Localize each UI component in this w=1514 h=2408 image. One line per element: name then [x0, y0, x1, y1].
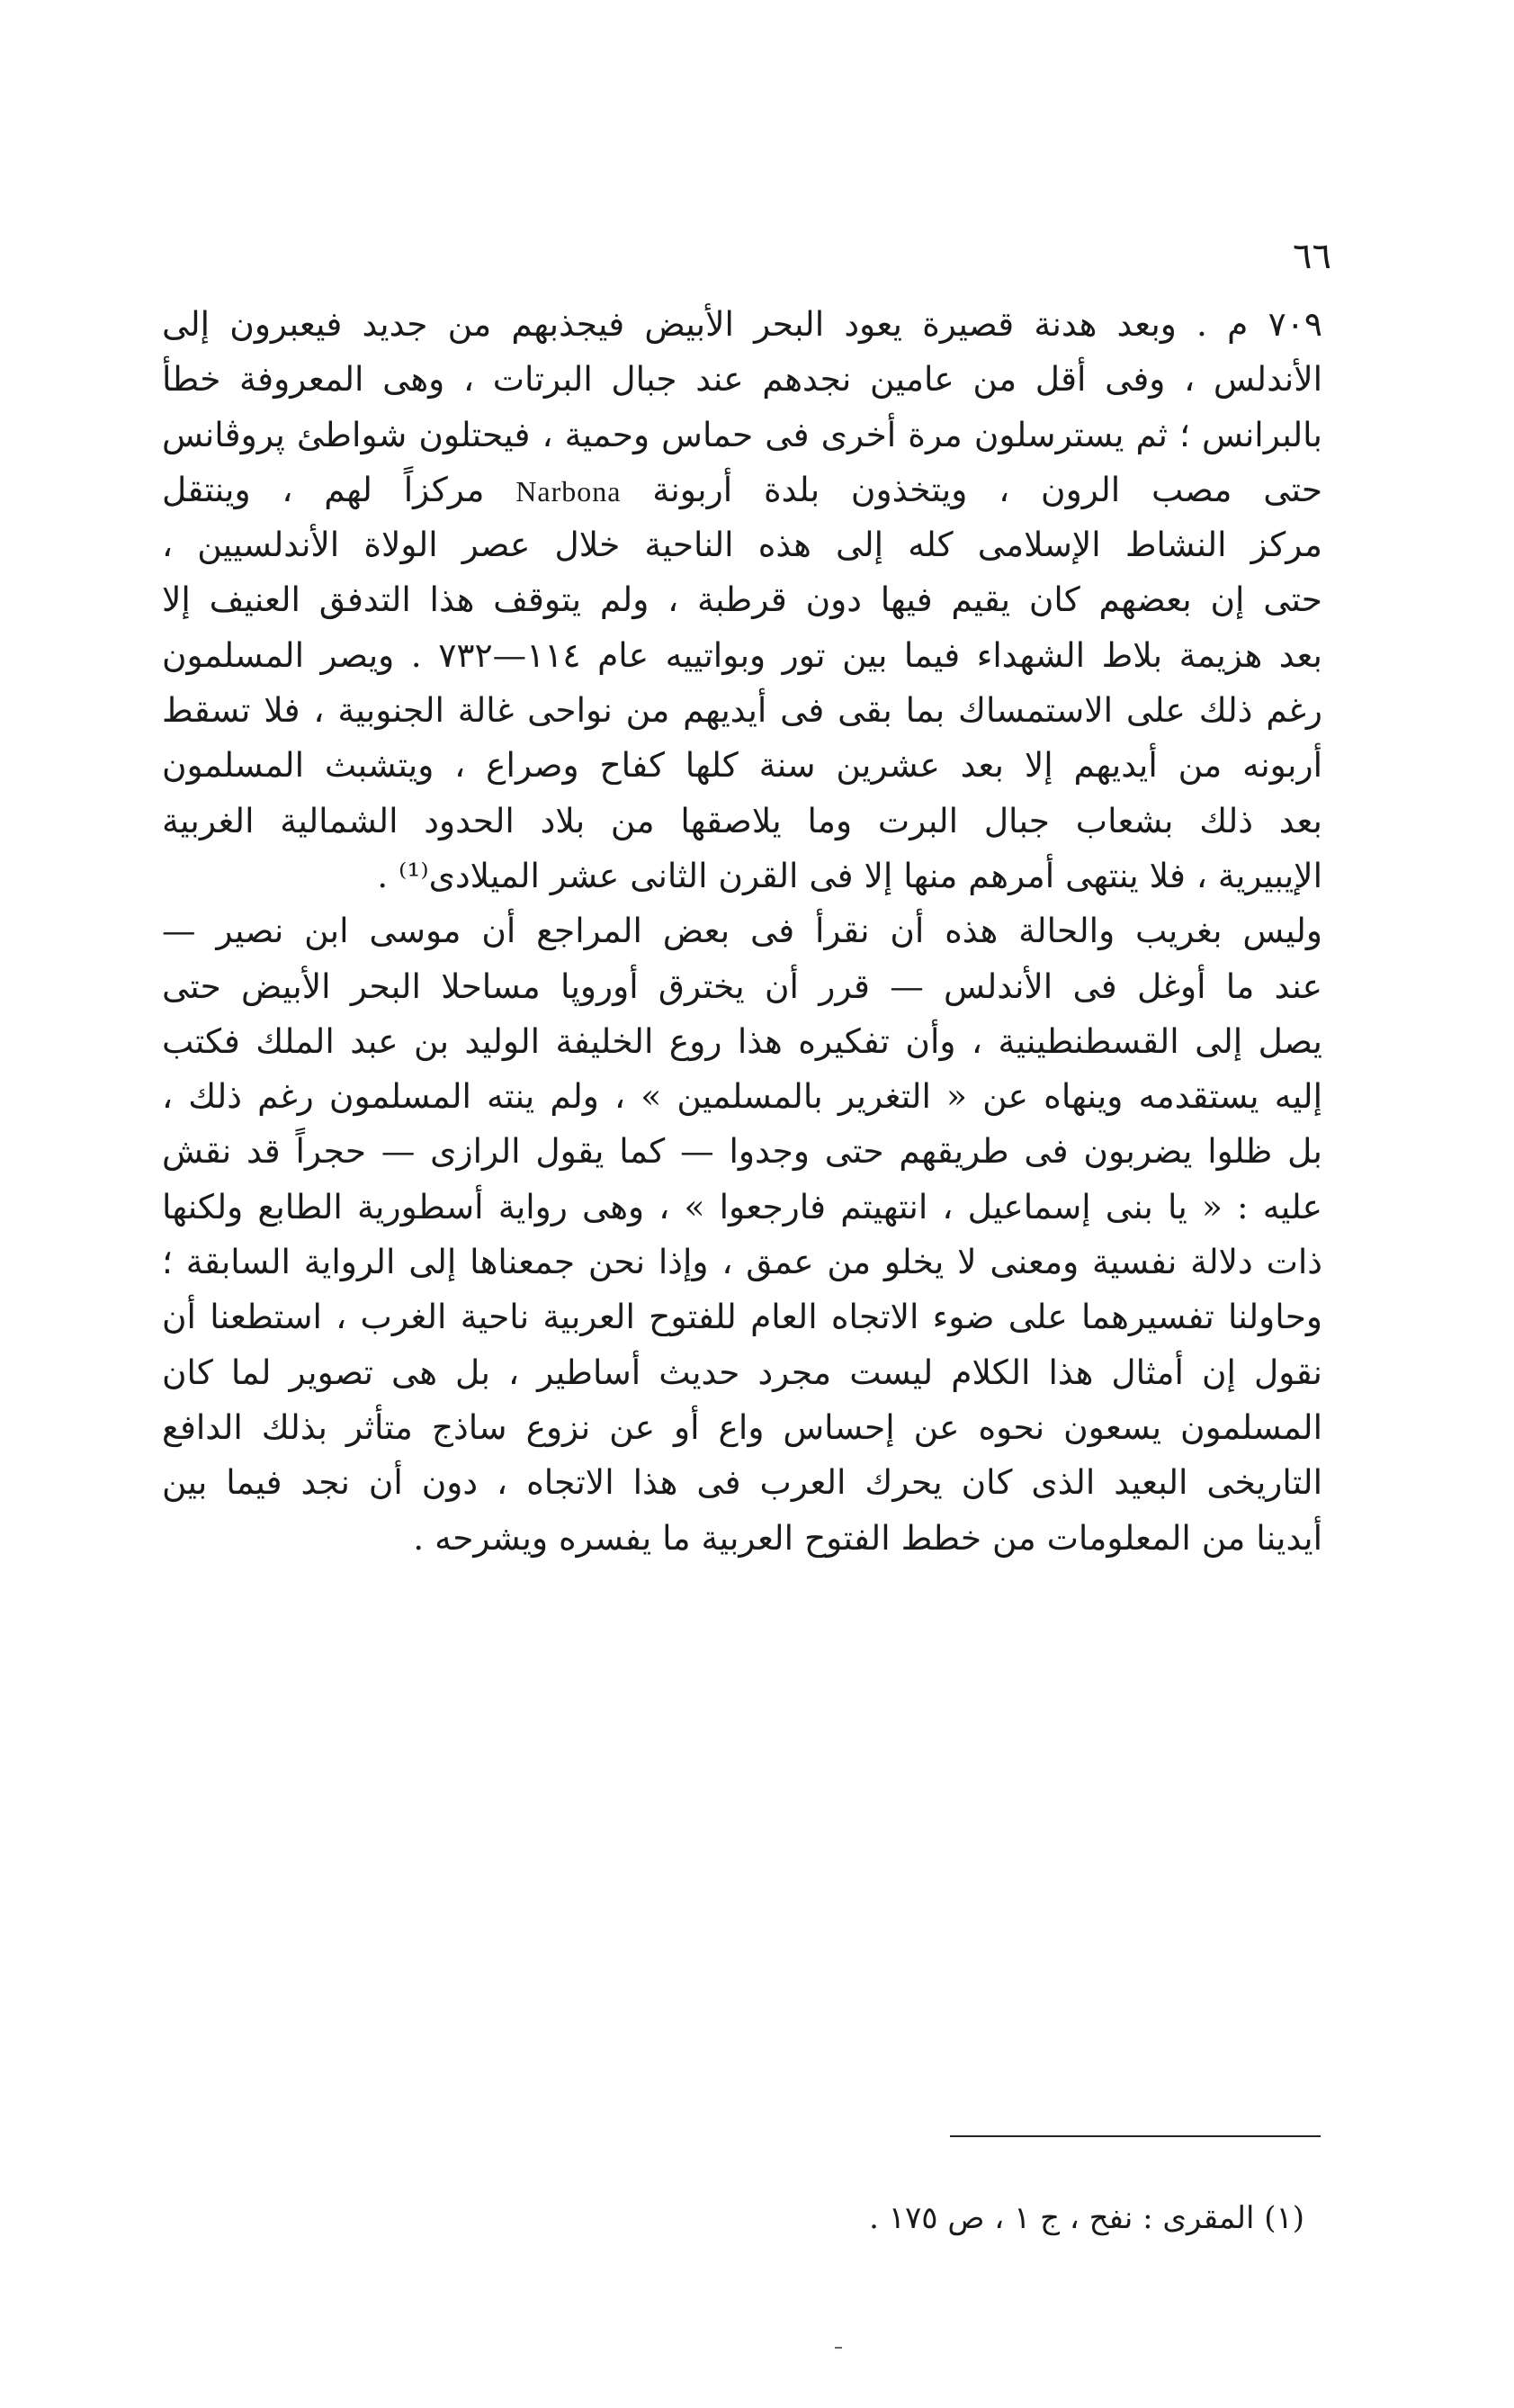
text-segment: حتى إن بعضهم كان يقيم فيها دون قرطبة ، ولم يتوقف هذا التدفق العنيف إلا: [162, 580, 1322, 620]
text-segment: التاريخى البعيد الذى كان يحرك العرب فى هذا الاتجاه ، دون أن نجد فيما بين: [162, 1462, 1322, 1503]
text-segment: بل ظلوا يضربون فى طريقهم حتى وجدوا — كما يقول الرازى — حجراً قد نقش: [162, 1131, 1322, 1172]
text-segment: وحاولنا تفسيرهما على ضوء الاتجاه العام للفتوح العربية ناحية الغرب ، استطعنا أن: [162, 1297, 1322, 1337]
text-line: [162, 683, 1322, 738]
text-line: [162, 463, 1322, 517]
text-line: [162, 1400, 1322, 1455]
text-segment: أيدينا من المعلومات من خطط الفتوح العربية ما يفسره ويشرحه .: [413, 1517, 1322, 1558]
text-line: [162, 903, 1322, 958]
text-line: [162, 1124, 1322, 1179]
text-line: [162, 1069, 1322, 1124]
text-line: [162, 517, 1322, 572]
text-segment: بعد ذلك بشعاب جبال البرت وما يلاصقها من بلاد الحدود الشمالية الغربية: [162, 800, 1322, 840]
text-line: [162, 1180, 1322, 1235]
text-line: [162, 1014, 1322, 1069]
latin-term: Narbona: [515, 474, 622, 508]
text-segment: المسلمون يسعون نحوه عن إحساس واع أو عن نزوع ساذج متأثر بذلك الدافع: [162, 1406, 1322, 1447]
text-segment: نقول إن أمثال هذا الكلام ليست مجرد حديث أساطير ، بل هى تصوير لما كان: [162, 1352, 1322, 1392]
text-segment: مركزاً لهم ، وينتقل: [162, 469, 485, 509]
text-segment: بالبرانس ؛ ثم يسترسلون مرة أخرى فى حماس وحمية ، فيحتلون شواطئ پروڤانس: [162, 414, 1322, 454]
text-segment: عند ما أوغل فى الأندلس — قرر أن يخترق أوروپا مساحلا البحر الأبيض حتى: [162, 966, 1322, 1006]
text-line: [162, 352, 1322, 407]
text-segment: رغم ذلك على الاستمساك بما بقى فى أيديهم من نواحى غالة الجنوبية ، فلا تسقط: [162, 690, 1322, 731]
page-speck: [835, 2347, 842, 2349]
text-segment: ذات دلالة نفسية ومعنى لا يخلو من عمق ، وإذا نحن جمعناها إلى الرواية السابقة ؛: [162, 1242, 1322, 1282]
text-line: [162, 1455, 1322, 1510]
text-segment: يصل إلى القسطنطينية ، وأن تفكيره هذا روع الخليفة الوليد بن عبد الملك فكتب: [162, 1020, 1322, 1061]
text-line: [162, 1345, 1322, 1400]
text-segment: مركز النشاط الإسلامى كله إلى هذه الناحية خلال عصر الولاة الأندلسيين ،: [162, 525, 1322, 565]
text-segment: الأندلس ، وفى أقل من عامين نجدهم عند جبال البرتات ، وهى المعروفة خطأ: [162, 359, 1322, 400]
text-line: [162, 794, 1322, 849]
text-segment: ٧٠٩ م . وبعد هدنة قصيرة يعود البحر الأبيض فيجذبهم من جديد فيعبرون إلى: [162, 304, 1322, 344]
text-segment: حتى مصب الرون ، ويتخذون بلدة أربونة: [652, 469, 1322, 509]
footnote: (١) المقرى : نفح ، ج ١ ، ص ١٧٥ .: [869, 2200, 1304, 2236]
text-line: [162, 1235, 1322, 1289]
text-segment: الإيبيرية ، فلا ينتهى أمرهم منها إلا فى القرن الثانى عشر الميلادى⁽¹⁾ .: [377, 855, 1322, 895]
text-line: [162, 572, 1322, 627]
text-line: [162, 849, 1322, 903]
text-line: [162, 628, 1322, 683]
text-line: [162, 1511, 1322, 1566]
text-segment: بعد هزيمة بلاط الشهداء فيما بين تور وبواتييه عام ١١٤—٧٣٢ . ويصر المسلمون: [162, 634, 1322, 675]
text-line: [162, 408, 1322, 463]
text-line: [162, 1289, 1322, 1344]
text-line: [162, 297, 1322, 352]
text-segment: عليه : « يا بنى إسماعيل ، انتهيتم فارجعوا » ، وهى رواية أسطورية الطابع ولكنها: [162, 1186, 1322, 1226]
text-segment: وليس بغريب والحالة هذه أن نقرأ فى بعض المراجع أن موسى ابن نصير —: [162, 911, 1322, 951]
text-line: [162, 959, 1322, 1014]
text-segment: أربونه من أيديهم إلا بعد عشرين سنة كلها كفاح وصراع ، ويتشبث المسلمون: [162, 745, 1322, 786]
page-number: ٦٦: [1293, 236, 1331, 277]
text-line: [162, 738, 1322, 793]
body-text: [162, 297, 1322, 1566]
text-segment: إليه يستقدمه وينهاه عن « التغرير بالمسلمين » ، ولم ينته المسلمون رغم ذلك ،: [162, 1076, 1322, 1117]
footnote-rule: [950, 2135, 1321, 2137]
